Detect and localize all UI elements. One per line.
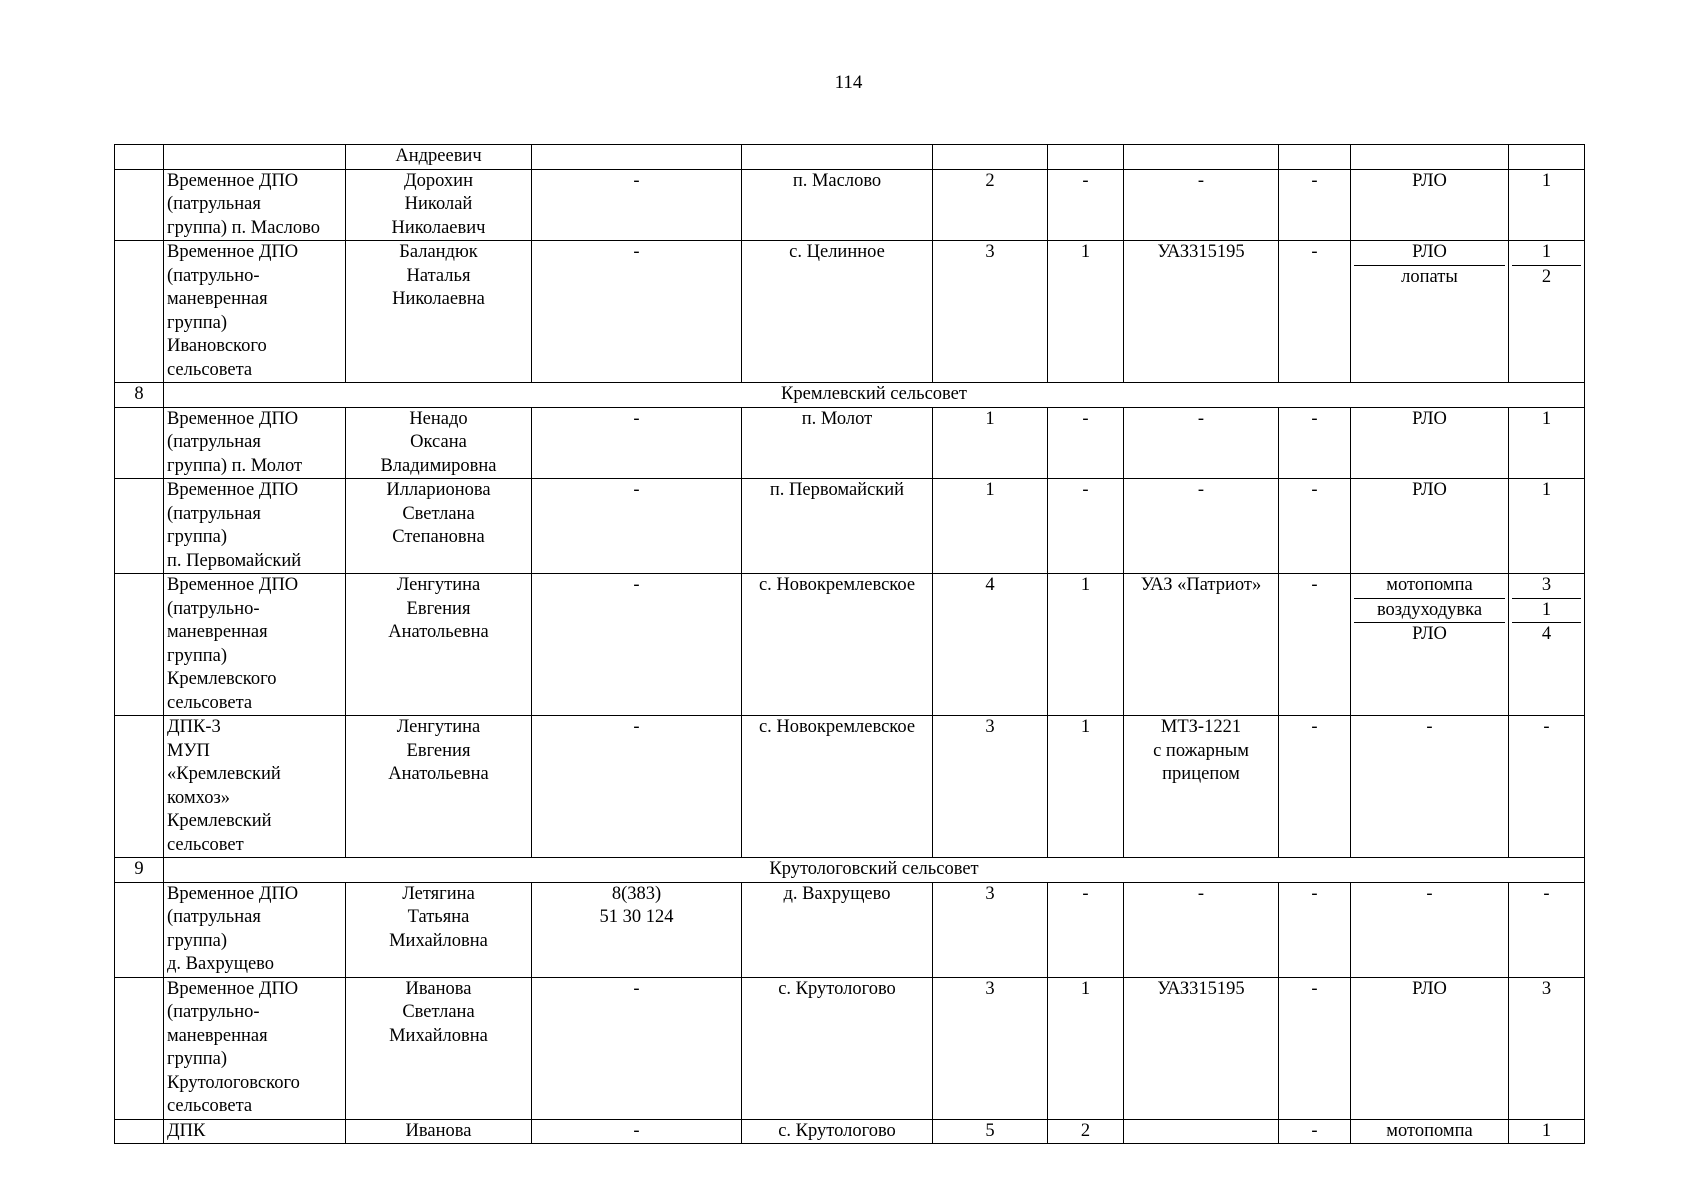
unit-name: Временное ДПО (патрульная группа) п. Молот xyxy=(164,407,346,479)
equipment-item xyxy=(1354,145,1505,169)
phone: - xyxy=(532,1119,742,1144)
vehicle-model: - xyxy=(1124,479,1279,574)
row-number-cell xyxy=(115,882,164,977)
other-equipment: - xyxy=(1279,716,1351,858)
location: с. Крутологово xyxy=(742,977,933,1119)
equipment-item: воздуходувка xyxy=(1354,599,1505,624)
people-count: 4 xyxy=(933,574,1048,716)
equipment-count-cell xyxy=(1509,241,1585,383)
other-equipment: - xyxy=(1279,479,1351,574)
vehicle-model xyxy=(1124,1119,1279,1144)
equipment-table xyxy=(114,144,1585,1144)
equipment-item: лопаты xyxy=(1401,266,1458,287)
row-number-cell xyxy=(115,145,164,170)
vehicle-count: - xyxy=(1048,169,1124,241)
equipment-item: мотопомпа xyxy=(1354,574,1505,599)
equipment-item: РЛО xyxy=(1412,480,1447,500)
vehicle-model: УАЗ315195 xyxy=(1124,241,1279,383)
vehicle-model: - xyxy=(1124,169,1279,241)
people-count xyxy=(933,145,1048,170)
vehicle-count: 1 xyxy=(1048,977,1124,1119)
head-name: Ненадо Оксана Владимировна xyxy=(346,407,532,479)
other-equipment xyxy=(1279,145,1351,170)
head-name: Иванова Светлана Михайловна xyxy=(346,977,532,1119)
table-row xyxy=(115,574,1585,716)
equipment-count xyxy=(1512,145,1581,169)
equipment-item: - xyxy=(1426,717,1433,737)
unit-name: Временное ДПО (патрульно- маневренная группа) Ивановского сельсовета xyxy=(164,241,346,383)
head-name: Андреевич xyxy=(346,145,532,170)
vehicle-model: МТЗ-1221 с пожарным прицепом xyxy=(1124,716,1279,858)
people-count: 5 xyxy=(933,1119,1048,1144)
people-count: 3 xyxy=(933,977,1048,1119)
section-number: 8 xyxy=(115,383,164,408)
location: с. Целинное xyxy=(742,241,933,383)
location: п. Молот xyxy=(742,407,933,479)
phone: - xyxy=(532,977,742,1119)
section-number: 9 xyxy=(115,858,164,883)
section-title: Крутологовский сельсовет xyxy=(164,858,1585,883)
row-number-cell xyxy=(115,574,164,716)
equipment-count-cell xyxy=(1509,407,1585,479)
phone: 8(383) 51 30 124 xyxy=(532,882,742,977)
people-count: 3 xyxy=(933,716,1048,858)
equipment-item: РЛО xyxy=(1412,624,1447,644)
table-row xyxy=(115,716,1585,858)
vehicle-count: 1 xyxy=(1048,716,1124,858)
equipment-count-cell xyxy=(1509,169,1585,241)
vehicle-model xyxy=(1124,145,1279,170)
unit-name: Временное ДПО (патрульная группа) п. Маслово xyxy=(164,169,346,241)
other-equipment: - xyxy=(1279,574,1351,716)
table-row xyxy=(115,145,1585,170)
row-number-cell xyxy=(115,1119,164,1144)
page-number: 114 xyxy=(834,72,863,93)
table-row xyxy=(115,882,1585,977)
table-row xyxy=(115,479,1585,574)
vehicle-model: - xyxy=(1124,882,1279,977)
other-equipment: - xyxy=(1279,169,1351,241)
unit-name: Временное ДПО (патрульно- маневренная группа) Крутологовского сельсовета xyxy=(164,977,346,1119)
equipment-cell xyxy=(1351,882,1509,977)
phone: - xyxy=(532,169,742,241)
location: с. Новокремлевское xyxy=(742,716,933,858)
people-count: 1 xyxy=(933,407,1048,479)
equipment-cell xyxy=(1351,574,1509,716)
equipment-count: 1 xyxy=(1541,408,1552,429)
vehicle-count xyxy=(1048,145,1124,170)
unit-name: Временное ДПО (патрульно- маневренная группа) Кремлевского сельсовета xyxy=(164,574,346,716)
equipment-count: - xyxy=(1543,883,1550,904)
equipment-cell xyxy=(1351,407,1509,479)
table-row xyxy=(115,169,1585,241)
equipment-count: - xyxy=(1543,717,1550,737)
location: п. Маслово xyxy=(742,169,933,241)
table-row xyxy=(115,977,1585,1119)
location: с. Крутологово xyxy=(742,1119,933,1144)
equipment-count-cell xyxy=(1509,574,1585,716)
row-number-cell xyxy=(115,977,164,1119)
people-count: 2 xyxy=(933,169,1048,241)
head-name: Летягина Татьяна Михайловна xyxy=(346,882,532,977)
equipment-cell xyxy=(1351,479,1509,574)
head-name: Илларионова Светлана Степановна xyxy=(346,479,532,574)
other-equipment: - xyxy=(1279,241,1351,383)
people-count: 3 xyxy=(933,882,1048,977)
vehicle-model: УАЗ «Патриот» xyxy=(1124,574,1279,716)
section-row xyxy=(115,858,1585,883)
equipment-count: 1 xyxy=(1541,480,1552,500)
location: с. Новокремлевское xyxy=(742,574,933,716)
equipment-cell xyxy=(1351,977,1509,1119)
vehicle-count: - xyxy=(1048,407,1124,479)
equipment-count: 1 xyxy=(1541,170,1552,191)
table-body xyxy=(115,145,1585,1144)
equipment-item: РЛО xyxy=(1412,408,1447,429)
table-row xyxy=(115,241,1585,383)
table-row xyxy=(115,1119,1585,1144)
location: п. Первомайский xyxy=(742,479,933,574)
vehicle-count: - xyxy=(1048,479,1124,574)
unit-name: Временное ДПО (патрульная группа) д. Вахрущево xyxy=(164,882,346,977)
other-equipment: - xyxy=(1279,1119,1351,1144)
equipment-item: мотопомпа xyxy=(1386,1120,1473,1141)
other-equipment: - xyxy=(1279,407,1351,479)
equipment-count: 4 xyxy=(1541,624,1552,644)
unit-name: ДПК-3 МУП «Кремлевский комхоз» Кремлевский сельсовет xyxy=(164,716,346,858)
head-name: Баландюк Наталья Николаевна xyxy=(346,241,532,383)
people-count: 1 xyxy=(933,479,1048,574)
equipment-item: РЛО xyxy=(1412,978,1447,999)
equipment-cell xyxy=(1351,145,1509,170)
phone: - xyxy=(532,574,742,716)
row-number-cell xyxy=(115,241,164,383)
equipment-count: 3 xyxy=(1512,574,1581,599)
equipment-cell xyxy=(1351,241,1509,383)
vehicle-model: УАЗ315195 xyxy=(1124,977,1279,1119)
equipment-cell xyxy=(1351,1119,1509,1144)
vehicle-count: 2 xyxy=(1048,1119,1124,1144)
equipment-count: 2 xyxy=(1541,266,1552,287)
row-number-cell xyxy=(115,716,164,858)
table-row xyxy=(115,407,1585,479)
unit-name: Временное ДПО (патрульная группа) п. Первомайский xyxy=(164,479,346,574)
equipment-count-cell xyxy=(1509,479,1585,574)
vehicle-count: 1 xyxy=(1048,241,1124,383)
head-name: Ленгутина Евгения Анатольевна xyxy=(346,574,532,716)
head-name: Дорохин Николай Николаевич xyxy=(346,169,532,241)
equipment-count-cell xyxy=(1509,145,1585,170)
equipment-cell xyxy=(1351,716,1509,858)
row-number-cell xyxy=(115,169,164,241)
vehicle-count: 1 xyxy=(1048,574,1124,716)
equipment-count-cell xyxy=(1509,1119,1585,1144)
head-name: Иванова xyxy=(346,1119,532,1144)
equipment-cell xyxy=(1351,169,1509,241)
row-number-cell xyxy=(115,479,164,574)
phone: - xyxy=(532,716,742,858)
equipment-count: 1 xyxy=(1512,599,1581,624)
equipment-count-cell xyxy=(1509,882,1585,977)
location xyxy=(742,145,933,170)
equipment-item: РЛО xyxy=(1354,241,1505,266)
row-number-cell xyxy=(115,407,164,479)
vehicle-model: - xyxy=(1124,407,1279,479)
section-title: Кремлевский сельсовет xyxy=(164,383,1585,408)
equipment-count: 3 xyxy=(1541,978,1552,999)
phone: - xyxy=(532,407,742,479)
equipment-item: РЛО xyxy=(1412,170,1447,191)
people-count: 3 xyxy=(933,241,1048,383)
equipment-count-cell xyxy=(1509,977,1585,1119)
location: д. Вахрущево xyxy=(742,882,933,977)
equipment-count-cell xyxy=(1509,716,1585,858)
other-equipment: - xyxy=(1279,882,1351,977)
equipment-count: 1 xyxy=(1541,1120,1552,1141)
phone xyxy=(532,145,742,170)
phone: - xyxy=(532,241,742,383)
section-row xyxy=(115,383,1585,408)
unit-name: ДПК xyxy=(164,1119,346,1144)
other-equipment: - xyxy=(1279,977,1351,1119)
vehicle-count: - xyxy=(1048,882,1124,977)
equipment-count: 1 xyxy=(1512,241,1581,266)
phone: - xyxy=(532,479,742,574)
head-name: Ленгутина Евгения Анатольевна xyxy=(346,716,532,858)
unit-name xyxy=(164,145,346,170)
equipment-item: - xyxy=(1426,883,1433,904)
